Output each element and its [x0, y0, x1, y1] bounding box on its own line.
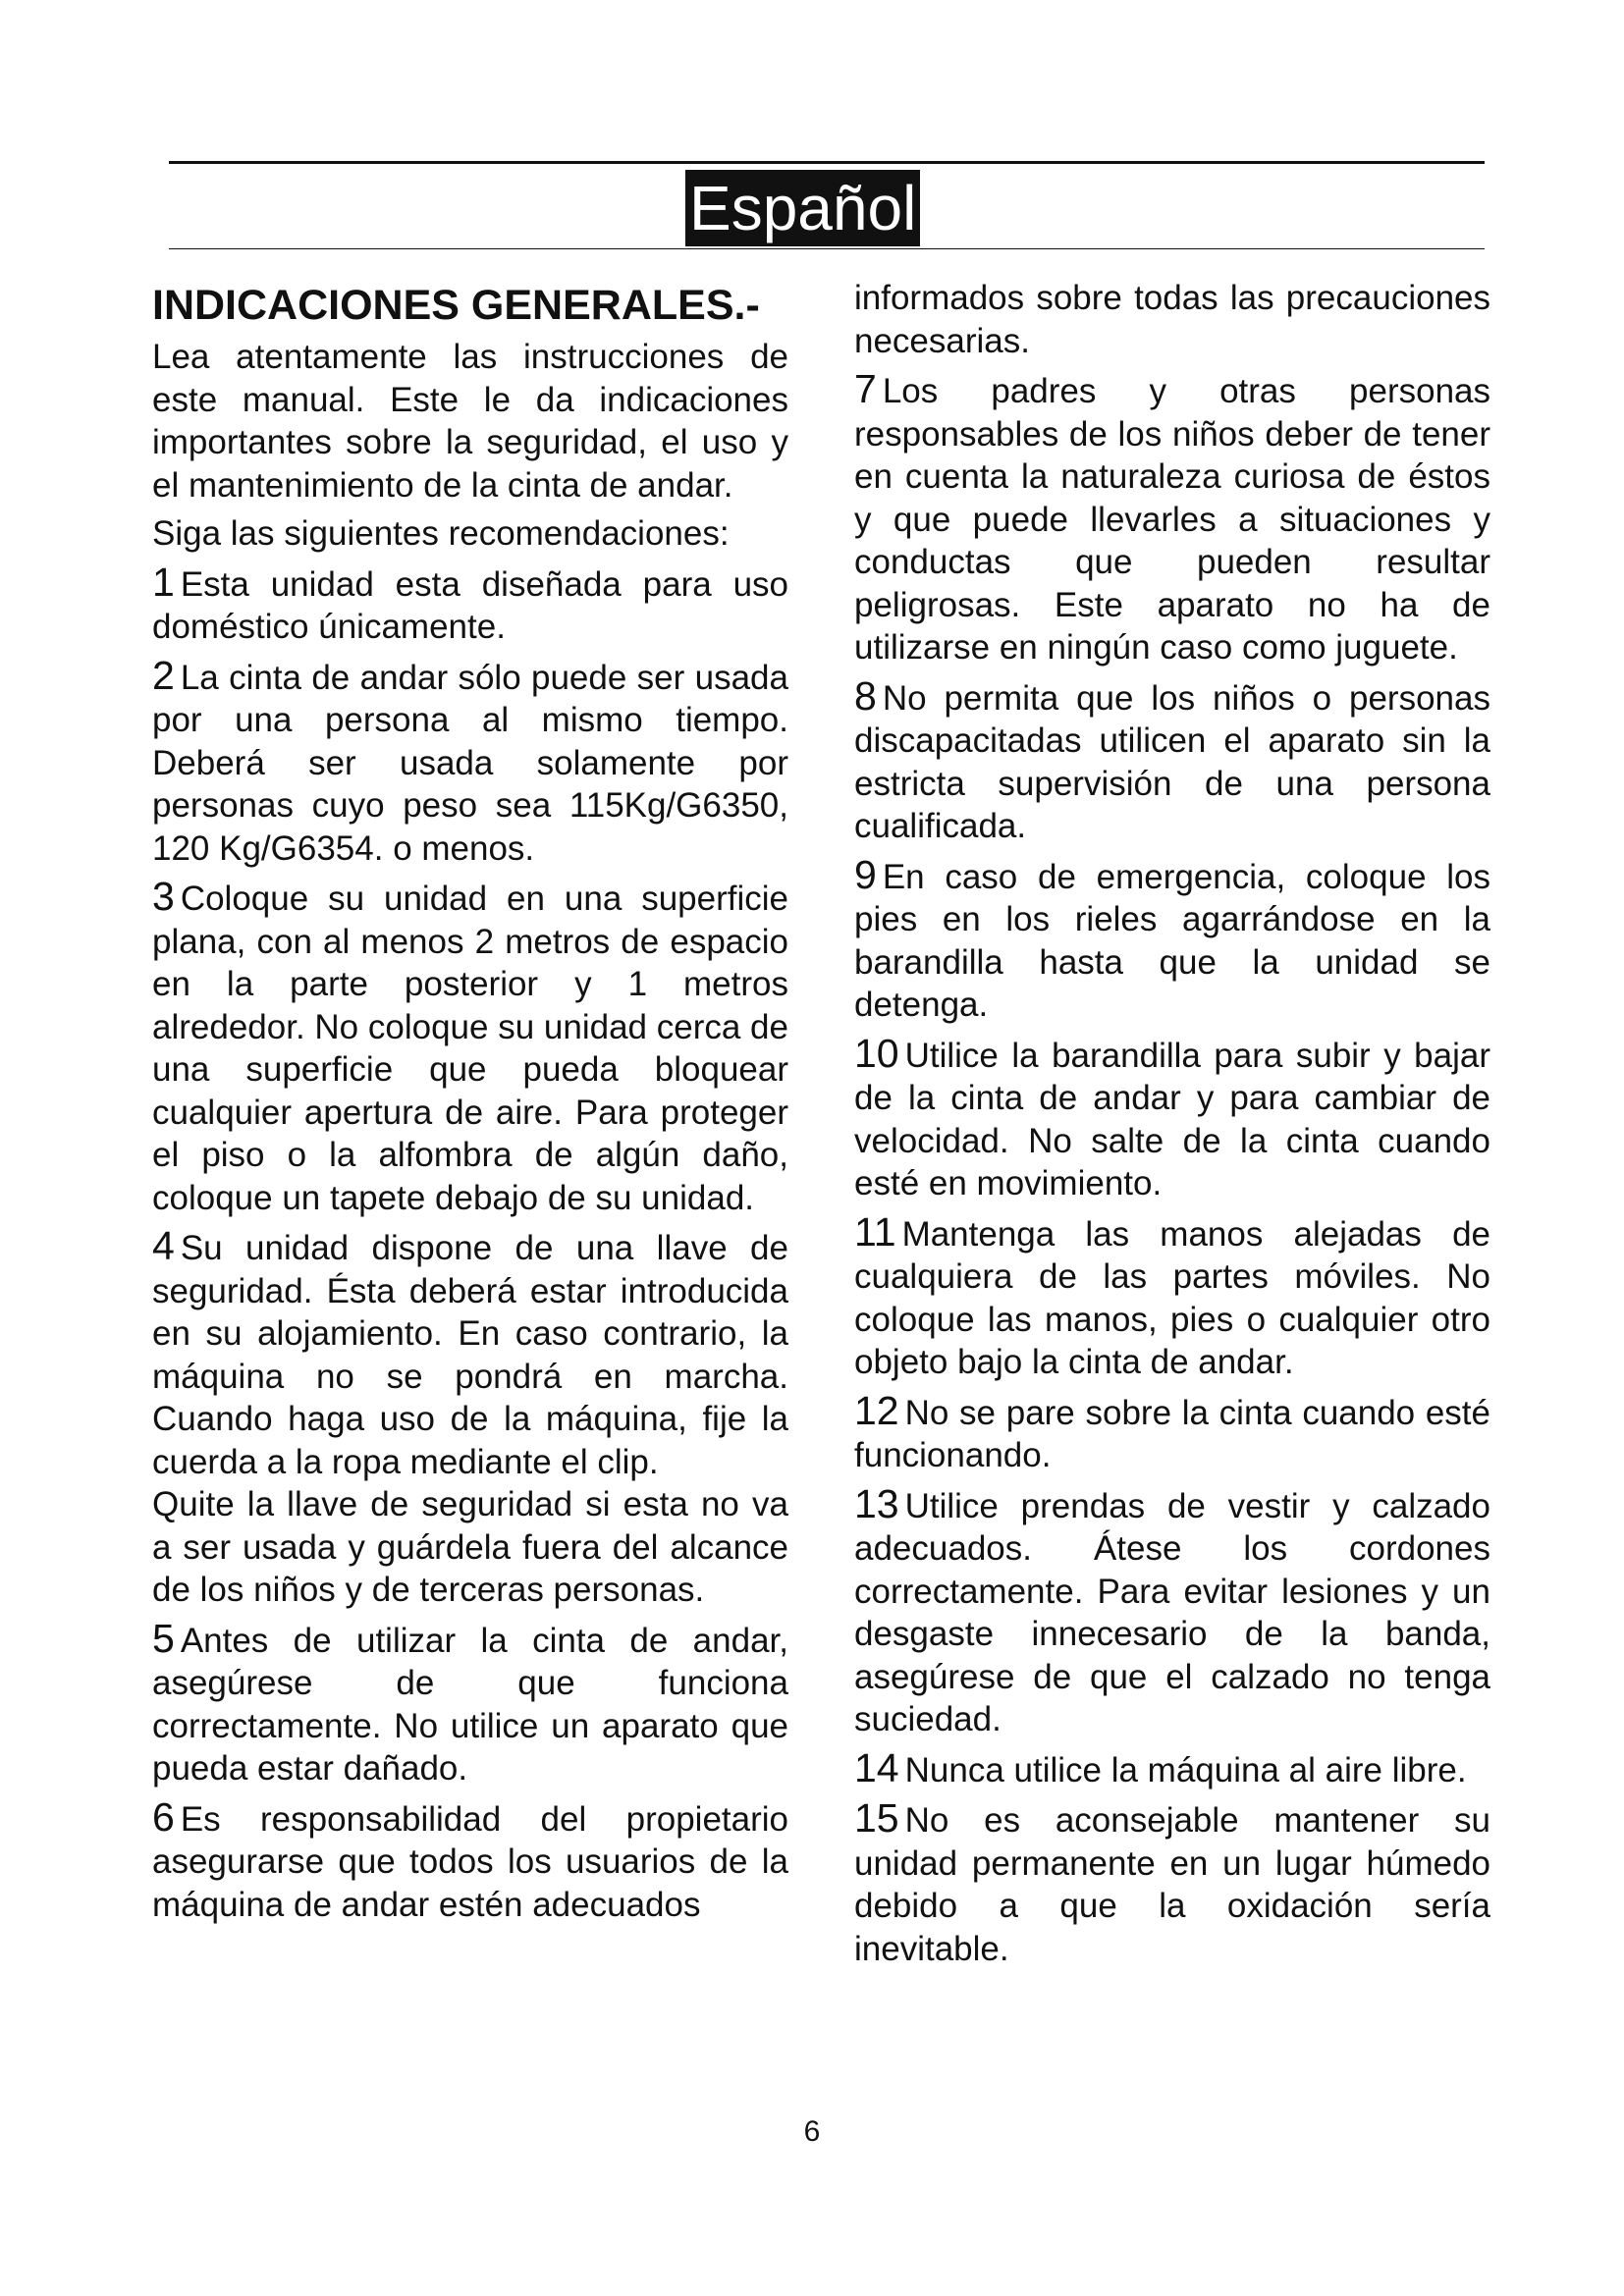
continuation-paragraph: informados sobre todas las precauciones necesarias.	[854, 279, 1490, 360]
item-number: 12	[854, 1387, 899, 1433]
item-number: 8	[854, 672, 877, 719]
item-number: 2	[152, 652, 175, 698]
item-text: En caso de emergencia, coloque los pies en los rieles agarrándose en la barandilla hasta que la unidad se detenga.	[854, 857, 1490, 1024]
list-item	[152, 561, 788, 649]
list-item	[152, 876, 788, 1219]
left-column	[152, 277, 788, 1932]
item-text: Es responsabilidad del propietario asegurarse que todos los usuarios de la máquina de andar estén adecuados	[152, 1799, 788, 1924]
item-number: 15	[854, 1795, 899, 1841]
item-number: 6	[152, 1793, 175, 1840]
item-text: No se pare sobre la cinta cuando esté funcionando.	[854, 1393, 1490, 1474]
item-number: 11	[854, 1208, 896, 1255]
item-text: No permita que los niños o personas discapacitadas utilicen el aparato sin la estricta supervisión de una persona cualificada.	[854, 678, 1490, 845]
item-number: 13	[854, 1480, 899, 1526]
list-item	[152, 1615, 788, 1790]
language-title: Español	[685, 170, 920, 246]
right-column	[854, 277, 1490, 1976]
item-number: 9	[854, 851, 877, 897]
list-item	[152, 1793, 788, 1927]
item-text: La cinta de andar sólo puede ser usada por una persona al mismo tiempo. Deberá ser usada solamente por personas cuyo peso sea 115Kg/G6350, 120 Kg/G6354. o menos.	[152, 658, 788, 868]
list-item	[152, 1225, 788, 1483]
item-text: Utilice prendas de vestir y calzado adecuados. Átese los cordones correctamente. Para evitar lesiones y un desgaste innecesario de la banda, asegúrese de que el calzado no tenga suciedad.	[854, 1486, 1490, 1738]
item-text: Su unidad dispone de una llave de seguridad. Ésta deberá estar introducida en su alojamiento. En caso contrario, la máquina no se pondrá en marcha. Cuando haga uso de la máquina, fije la cuerda a la ropa mediante el clip.	[152, 1229, 788, 1481]
item-number: 14	[854, 1744, 899, 1790]
item-text: Antes de utilizar la cinta de andar, asegúrese de que funciona correctamente. No utilice un aparato que pueda estar dañado.	[152, 1621, 788, 1788]
list-item	[152, 652, 788, 871]
item-text: No es aconsejable mantener su unidad permanente en un lugar húmedo debido a que la oxidación sería inevitable.	[854, 1801, 1490, 1968]
item-number: 1	[152, 559, 175, 605]
item-text: Mantenga las manos alejadas de cualquiera de las partes móviles. No coloque las manos, pies o cualquier otro objeto bajo la cinta de andar.	[854, 1214, 1490, 1381]
page-number: 6	[803, 2115, 821, 2148]
list-item	[854, 672, 1490, 848]
item-text: Esta unidad esta diseñada para uso doméstico únicamente.	[152, 564, 788, 646]
list-item	[854, 1480, 1490, 1741]
item-text: Los padres y otras personas responsables de los niños deber de tener en cuenta la naturaleza curiosa de éstos y que puede llevarles a situaciones y conductas que pueden resultar peligrosas. Este aparato no ha de utilizarse en ningún caso como juguete.	[854, 372, 1490, 667]
header-rule-bottom	[169, 248, 1485, 249]
item-4-extra-paragraph: Quite la llave de seguridad si esta no va a ser usada y guárdela fuera del alcance de los niños y de terceras personas.	[152, 1485, 788, 1609]
list-item	[854, 1797, 1490, 1970]
list-item	[854, 1387, 1490, 1477]
item-number: 4	[152, 1223, 175, 1268]
item-number: 3	[152, 874, 175, 919]
item-number: 10	[854, 1030, 899, 1076]
item-text: Nunca utilice la máquina al aire libre.	[904, 1750, 1467, 1789]
item-text: Coloque su unidad en una superficie plana, con al menos 2 metros de espacio en la parte posterior y 1 metros alrededor. No coloque su unidad cerca de una superficie que pueda bloquear cualquier apertura de aire. Para proteger el piso o la alfombra de algún daño, coloque un tapete debajo de su unidad.	[152, 880, 788, 1217]
intro-paragraph: Lea atentamente las instrucciones de este manual. Este le da indicaciones importantes sobre la seguridad, el uso y el mantenimiento de la cinta de andar.	[152, 338, 788, 505]
list-item	[854, 1030, 1490, 1205]
list-item	[854, 851, 1490, 1027]
list-item	[854, 1208, 1490, 1384]
item-number: 5	[152, 1615, 175, 1661]
list-item	[854, 368, 1490, 669]
lead-paragraph: Siga las siguientes recomendaciones:	[152, 514, 730, 553]
item-number: 7	[854, 366, 877, 411]
item-text: Utilice la barandilla para subir y bajar de la cinta de andar y para cambiar de velocidad. No salte de la cinta cuando esté en movimiento.	[854, 1036, 1490, 1202]
header-rule-top	[169, 161, 1485, 164]
list-item	[854, 1744, 1490, 1792]
section-heading: INDICACIONES GENERALES.-	[152, 282, 760, 329]
